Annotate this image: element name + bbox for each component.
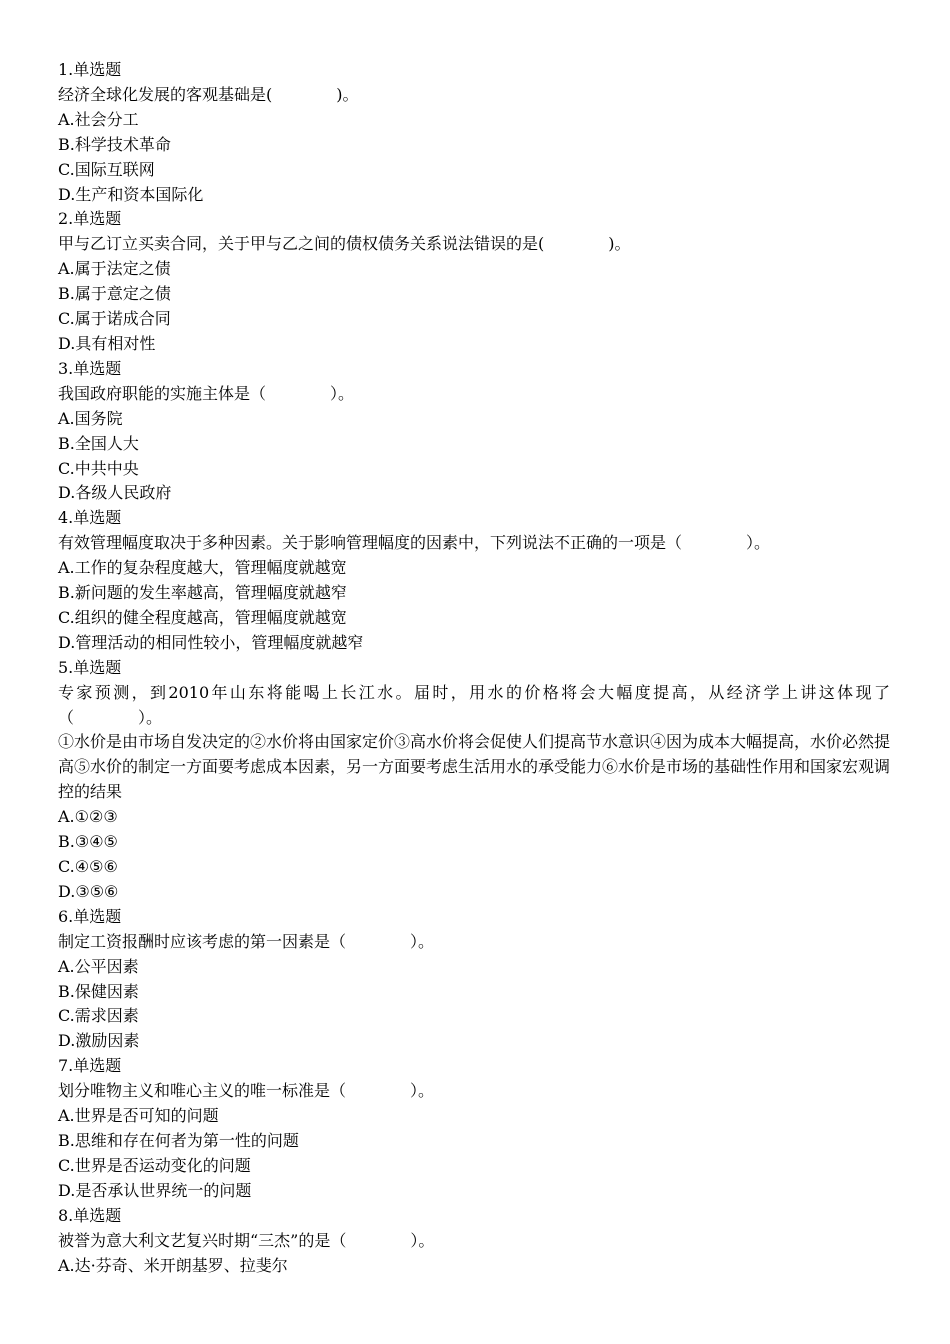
option-c: C.④⑤⑥ <box>58 857 118 876</box>
option-a: A.工作的复杂程度越大，管理幅度就越宽 <box>58 558 347 578</box>
option-d: D.具有相对性 <box>58 333 156 353</box>
option-a: A.达·芬奇、米开朗基罗、拉斐尔 <box>58 1255 288 1275</box>
option-b: B.思维和存在何者为第一性的问题 <box>58 1130 299 1150</box>
question-header: 3.单选题 <box>58 358 122 378</box>
question-4 <box>58 506 890 655</box>
option-a: A.①②③ <box>58 807 118 827</box>
option-a: A.国务院 <box>58 408 123 428</box>
question-header: 2.单选题 <box>58 209 122 229</box>
option-d: D.生产和资本国际化 <box>58 184 204 204</box>
option-b: B.保健因素 <box>58 981 139 1001</box>
option-d: D.③⑤⑥ <box>58 881 119 901</box>
question-header: 6.单选题 <box>58 906 122 926</box>
question-header: 1.单选题 <box>58 60 122 79</box>
option-c: C.国际互联网 <box>58 159 155 179</box>
option-b: B.全国人大 <box>58 433 139 453</box>
question-stem: 划分唯物主义和唯心主义的唯一标准是（ ）。 <box>58 1081 435 1101</box>
question-7 <box>58 1054 890 1203</box>
question-stem: 被誉为意大利文艺复兴时期“三杰”的是（ ）。 <box>58 1230 435 1250</box>
option-c: C.中共中央 <box>58 458 139 478</box>
option-d: D.是否承认世界统一的问题 <box>58 1180 252 1200</box>
option-d: D.管理活动的相同性较小，管理幅度就越窄 <box>58 632 364 652</box>
question-3 <box>58 357 890 506</box>
question-stem: 专家预测，到2010年山东将能喝上长江水。届时，用水的价格将会大幅度提高，从经济学上讲这体现了（ ）。 <box>58 682 890 727</box>
option-c: C.属于诺成合同 <box>58 309 171 329</box>
option-a: A.属于法定之债 <box>58 259 171 279</box>
question-header: 4.单选题 <box>58 508 122 528</box>
question-stem: 制定工资报酬时应该考虑的第一因素是（ ）。 <box>58 931 435 951</box>
option-b: B.新问题的发生率越高，管理幅度就越窄 <box>58 583 347 603</box>
question-6 <box>58 905 890 1054</box>
question-1 <box>58 58 890 207</box>
question-stem: 我国政府职能的实施主体是（ ）。 <box>58 383 355 403</box>
question-5 <box>58 656 890 905</box>
question-header: 8.单选题 <box>58 1205 122 1225</box>
option-d: D.各级人民政府 <box>58 483 172 503</box>
question-header: 5.单选题 <box>58 657 122 677</box>
question-header: 7.单选题 <box>58 1056 122 1076</box>
question-statements: ①水价是由市场自发决定的②水价将由国家定价③高水价将会促使人们提高节水意识④因为成本大幅提高，水价必然提高⑤水价的制定一方面要考虑成本因素，另一方面要考虑生活用水的承受能力⑥水价是市场的基础性作用和国家宏观调控的结果 <box>58 732 891 802</box>
option-b: B.③④⑤ <box>58 832 118 852</box>
option-c: C.需求因素 <box>58 1006 139 1026</box>
question-stem: 经济全球化发展的客观基础是( )。 <box>58 84 359 104</box>
document-page <box>58 58 890 1278</box>
option-b: B.科学技术革命 <box>58 134 171 154</box>
option-a: A.世界是否可知的问题 <box>58 1106 219 1126</box>
question-stem: 甲与乙订立买卖合同，关于甲与乙之间的债权债务关系说法错误的是( )。 <box>58 234 631 254</box>
question-stem: 有效管理幅度取决于多种因素。关于影响管理幅度的因素中，下列说法不正确的一项是（ ）。 <box>58 533 771 553</box>
option-b: B.属于意定之债 <box>58 284 171 304</box>
option-a: A.公平因素 <box>58 956 139 976</box>
option-d: D.激励因素 <box>58 1031 140 1051</box>
option-c: C.世界是否运动变化的问题 <box>58 1155 251 1175</box>
option-a: A.社会分工 <box>58 109 139 129</box>
question-8 <box>58 1204 890 1279</box>
question-2 <box>58 207 890 356</box>
option-c: C.组织的健全程度越高，管理幅度就越宽 <box>58 607 347 627</box>
